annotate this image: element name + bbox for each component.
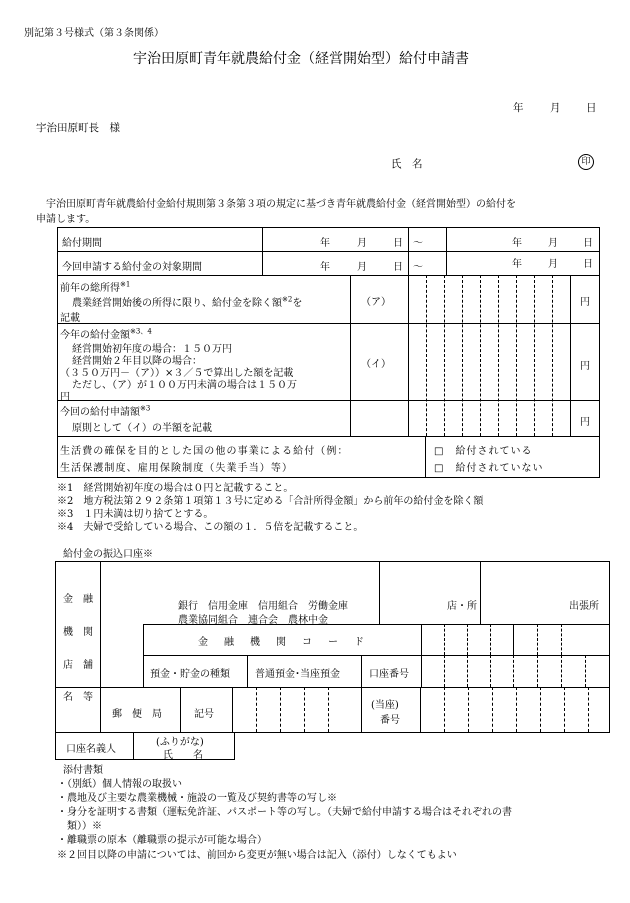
payment-end-day: 日 xyxy=(583,238,593,249)
furigana-label: (ふりがな) xyxy=(156,737,204,748)
bank-heading: 給付金の振込口座※ xyxy=(63,549,153,560)
seal-text: 印 xyxy=(581,157,591,167)
bank-side-label-4: 名 等 xyxy=(63,692,93,703)
bank-code-label: 金 融 機 関 コ ー ド xyxy=(198,637,367,648)
addressee: 宇治田原町長 様 xyxy=(36,122,120,134)
payment-start-month: 月 xyxy=(357,238,367,249)
this-year-line-2: 経営開始２年目以降の場合： xyxy=(72,356,202,367)
payment-start-year: 年 xyxy=(320,238,330,249)
bank-types-line-1: 銀行 信用金庫 信用組合 労働金庫 xyxy=(178,601,348,612)
date-day: 日 xyxy=(586,102,597,114)
payment-end-year: 年 xyxy=(512,238,522,249)
bank-side-label-2: 機 関 xyxy=(63,627,93,638)
target-start-month: 月 xyxy=(357,262,367,273)
option-not-received[interactable]: □ 給付されていない xyxy=(434,463,544,474)
attachment-item-3-cont: 類））※ xyxy=(57,821,102,832)
page-title: 宇治田原町青年就農給付金（経営開始型）給付申請書 xyxy=(133,51,469,67)
request-title-text: 今回の給付申請額 xyxy=(60,407,140,418)
deposit-type-value: 普通預金･当座預金 xyxy=(255,669,340,680)
mark-a: （ア） xyxy=(361,297,391,308)
form-number: 別記第３号様式（第３条関係） xyxy=(24,28,164,39)
bank-types-line-2: 農業協同組合 連合会 農林中金 xyxy=(178,615,328,626)
target-end-year: 年 xyxy=(512,259,522,270)
bank-branch: 店・所 xyxy=(447,601,477,612)
this-year-line-1: 経営開始初年度の場合：１５０万円 xyxy=(72,344,232,355)
request-yen: 円 xyxy=(580,417,590,428)
other-benefit-line-2: 生活保護制度、雇用保険制度（失業手当）等） xyxy=(60,463,294,474)
holder-name-label: 氏 名 xyxy=(163,750,203,761)
account-number-label: 口座番号 xyxy=(369,669,409,680)
name-label: 氏 名 xyxy=(391,158,423,170)
attachments-title: 添付書類 xyxy=(63,765,103,776)
target-start-day: 日 xyxy=(393,262,403,273)
intro-line-2: 申請します。 xyxy=(36,214,96,225)
current-number-line-1: (当座) xyxy=(371,700,399,711)
request-sup: ※3 xyxy=(140,404,151,413)
note-3: ※3 １円未満は切り捨てとする。 xyxy=(57,509,214,520)
attachment-item-2: ・農地及び主要な農業機械・施設の一覧及び契約書等の写し※ xyxy=(57,793,337,804)
bank-outpost: 出張所 xyxy=(569,601,599,612)
deposit-type-label: 預金・貯金の種類 xyxy=(150,669,230,680)
prev-income-sup: ※1 xyxy=(120,280,131,289)
account-holder-label: 口座名義人 xyxy=(66,744,116,755)
intro-line-1: 宇治田原町青年就農給付金給付規則第３条第３項の規定に基づき青年就農給付金（経営開始型）の給付を xyxy=(46,199,516,210)
attachment-item-4: ・離職票の原本（離職票の提示が可能な場合） xyxy=(57,835,267,846)
target-period-label: 今回申請する給付金の対象期間 xyxy=(62,262,202,273)
this-year-line-5: 円 xyxy=(60,392,70,403)
option-received[interactable]: □ 給付されている xyxy=(434,446,533,457)
this-year-line-4: ただし、（ア）が１００万円未満の場合は１５０万 xyxy=(72,380,297,391)
bank-side-label-3: 店 舗 xyxy=(63,660,93,671)
note-4: ※4 夫婦で受給している場合、この額の１．５倍を記載すること。 xyxy=(57,522,364,533)
target-tilde: ～ xyxy=(413,262,423,273)
this-year-yen: 円 xyxy=(580,361,590,372)
prev-income-desc-text: 農業経営開始後の所得に限り、給付金を除く額 xyxy=(72,298,282,309)
prev-income-yen: 円 xyxy=(580,297,590,308)
attachments-footnote: ※２回目以降の申請については、前回から変更が無い場合は記入（添付）しなくてもよい xyxy=(57,850,457,861)
request-desc: 原則として（イ）の半額を記載 xyxy=(72,423,212,434)
this-year-title-text: 今年の給付金額 xyxy=(60,330,130,341)
prev-income-desc-end: を xyxy=(292,298,303,309)
target-end-day: 日 xyxy=(583,259,593,270)
prev-income-desc-2: 記載 xyxy=(60,313,80,324)
prev-income-desc-sup: ※2 xyxy=(282,295,293,304)
other-benefit-line-1: 生活費の確保を目的とした国の他の事業による給付（例： xyxy=(60,446,349,457)
payment-tilde: ～ xyxy=(413,238,423,249)
attachment-item-1: ・（別紙）個人情報の取扱い xyxy=(57,779,182,790)
symbol-label: 記号 xyxy=(194,709,214,720)
current-number-line-2: 番号 xyxy=(380,715,400,726)
date-year: 年 xyxy=(513,102,524,114)
note-1: ※1 経営開始初年度の場合は０円と記載すること。 xyxy=(57,483,294,494)
prev-income-title-text: 前年の総所得 xyxy=(60,283,120,294)
target-start-year: 年 xyxy=(320,262,330,273)
payment-start-day: 日 xyxy=(393,238,403,249)
post-office-label: 郵 便 局 xyxy=(112,709,162,720)
this-year-line-3: （３５０万円－（ア））×３／５で算出した額を記載 xyxy=(60,368,294,379)
bank-side-label-1: 金 融 xyxy=(63,594,93,605)
date-month: 月 xyxy=(550,102,561,114)
payment-period-label: 給付期間 xyxy=(62,238,102,249)
attachment-item-3: ・身分を証明する書類（運転免許証、パスポート等の写し。（夫婦で給付申請する場合はそれぞれの書 xyxy=(57,807,512,818)
target-end-month: 月 xyxy=(548,259,558,270)
note-2: ※2 地方税法第２９２条第１項第１３号に定める「合計所得金額」から前年の給付金を除く額 xyxy=(57,496,484,507)
mark-i: （イ） xyxy=(361,359,391,370)
this-year-sup: ※3、4 xyxy=(130,327,152,336)
payment-end-month: 月 xyxy=(548,238,558,249)
